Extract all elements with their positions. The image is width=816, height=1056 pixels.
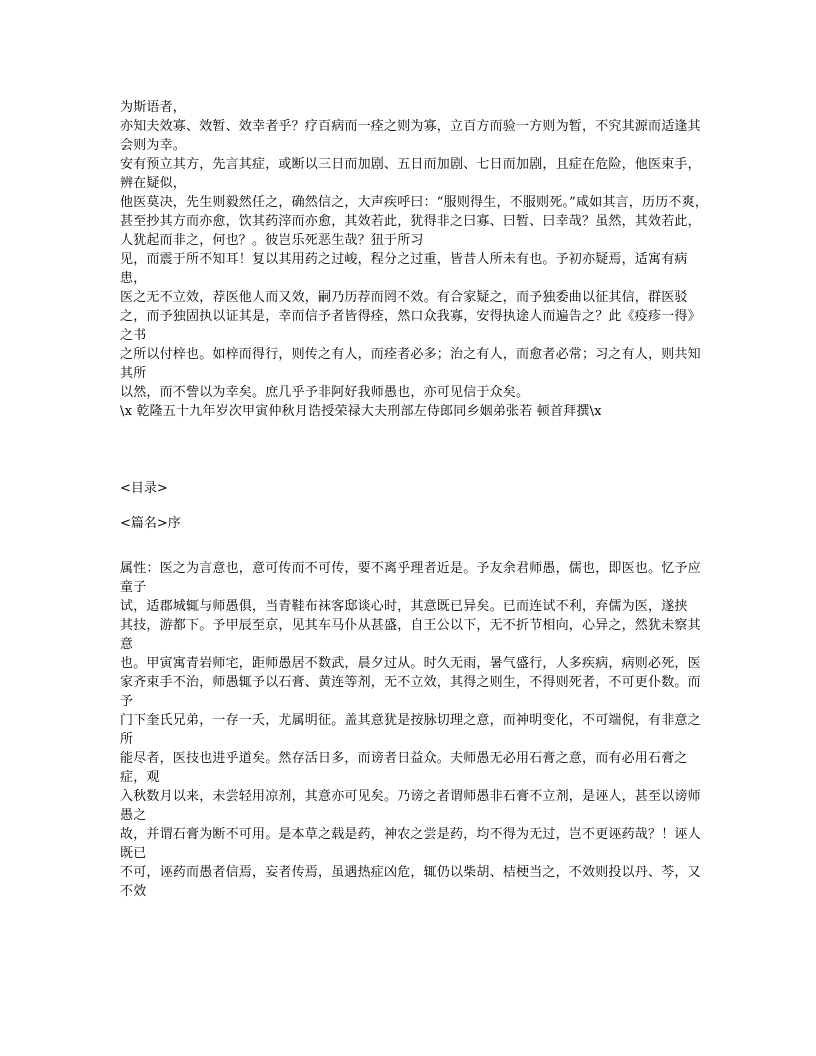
text-line: 之所以付梓也。如梓而得行，则传之有人，而痊者必多；治之有人，而愈者必常；习之有人，则共知其所	[120, 347, 701, 381]
text-line: 属性：医之为言意也，意可传而不可传，要不离乎理者近是。予友余君师愚，儒也，即医也。忆予应童子	[120, 561, 701, 595]
text-line: 为斯语者，	[120, 100, 187, 115]
document-page	[120, 98, 708, 901]
chapter-heading: <篇名>序	[120, 516, 181, 531]
text-line: 人犹起而非之，何也？。彼岂乐死恶生哉？狃于所习	[120, 233, 424, 248]
text-line: 不可，诬药而愚者信焉，妄者传焉，虽遇热症凶危，辄仍以柴胡、桔梗当之，不效则投以丹、芩，又不效	[120, 865, 701, 899]
text-line: 安有预立其方，先言其症，或断以三日而加剧、五日而加剧、七日而加剧，且症在危险，他医束手，辨在疑似，	[120, 157, 701, 191]
preface-section	[120, 98, 708, 421]
spacer	[120, 498, 708, 514]
text-line: 家齐束手不治，师愚辄予以石膏、黄连等剂，无不立效，其得之则生，不得则死者，不可更仆数。而予	[120, 675, 701, 709]
spacer	[120, 421, 708, 479]
text-line: 他医莫决，先生则毅然任之，确然信之，大声疾呼曰：“服则得生，不服则死。”咸如其言，历历不爽，	[120, 195, 708, 210]
signature-line: \x 乾隆五十九年岁次甲寅仲秋月诰授荣禄大夫刑部左侍郎同乡姻弟张若 顿首拜撰\x	[120, 404, 602, 419]
text-line: 见，而震于所不知耳！复以其用药之过峻，程分之过重，皆昔人所未有也。予初亦疑焉，适寓有病患，	[120, 252, 688, 286]
text-line: 亦知夫效寡、效暂、效幸者乎？疗百病而一痊之则为寡，立百方而验一方则为暂，不究其源而适逢其会则为幸。	[120, 119, 701, 153]
text-line: 之，而予独固执以证其是，幸而信予者皆得痊，然口众我寡，安得执途人而遍告之？此《疫疹一得》之书	[120, 309, 701, 343]
text-line: 医之无不立效，荐医他人而又效，嗣乃历荐而罔不效。有合家疑之，而予独委曲以征其信，群医驳	[120, 290, 688, 305]
toc-heading: <目录>	[120, 481, 168, 496]
text-line: 以然，而不訾以为幸矣。庶几乎予非阿好我师愚也，亦可见信于众矣。	[120, 385, 530, 400]
body-section	[120, 559, 708, 901]
text-line: 入秋数月以来，未尝轻用凉剂，其意亦可见矣。乃谤之者谓师愚非石膏不立剂，是诬人，甚至以谤师愚之	[120, 789, 701, 823]
spacer	[120, 533, 708, 559]
text-line: 也。甲寅寓青岩师宅，距师愚居不数武，晨夕过从。时久无雨，暑气盛行，人多疾病，病则必死，医	[120, 656, 701, 671]
text-line: 故，并谓石膏为断不可用。是本草之载是药，神农之尝是药，均不得为无过，岂不更诬药哉？！诬人既已	[120, 827, 701, 861]
text-line: 甚至抄其方而亦愈，饮其药滓而亦愈，其效若此，犹得非之曰寡、曰暂、曰幸哉？虽然，其效若此，	[120, 214, 701, 229]
text-line: 试，适郡城辄与师愚俱，当青鞋布袜客邸谈心时，其意既已异矣。已而连试不利，弃儒为医，遂挟	[120, 599, 688, 614]
text-line: 门下奎氏兄弟，一存一夭，尤属明征。盖其意犹是按脉切理之意，而神明变化，不可端倪，有非意之所	[120, 713, 701, 747]
text-line: 其技，游都下。予甲辰至京，见其车马仆从甚盛，自王公以下，无不折节相向，心异之，然犹未察其意	[120, 618, 701, 652]
text-line: 能尽者，医技也进乎道矣。然存活日多，而谤者日益众。夫师愚无必用石膏之意，而有必用石膏之症，观	[120, 751, 688, 785]
